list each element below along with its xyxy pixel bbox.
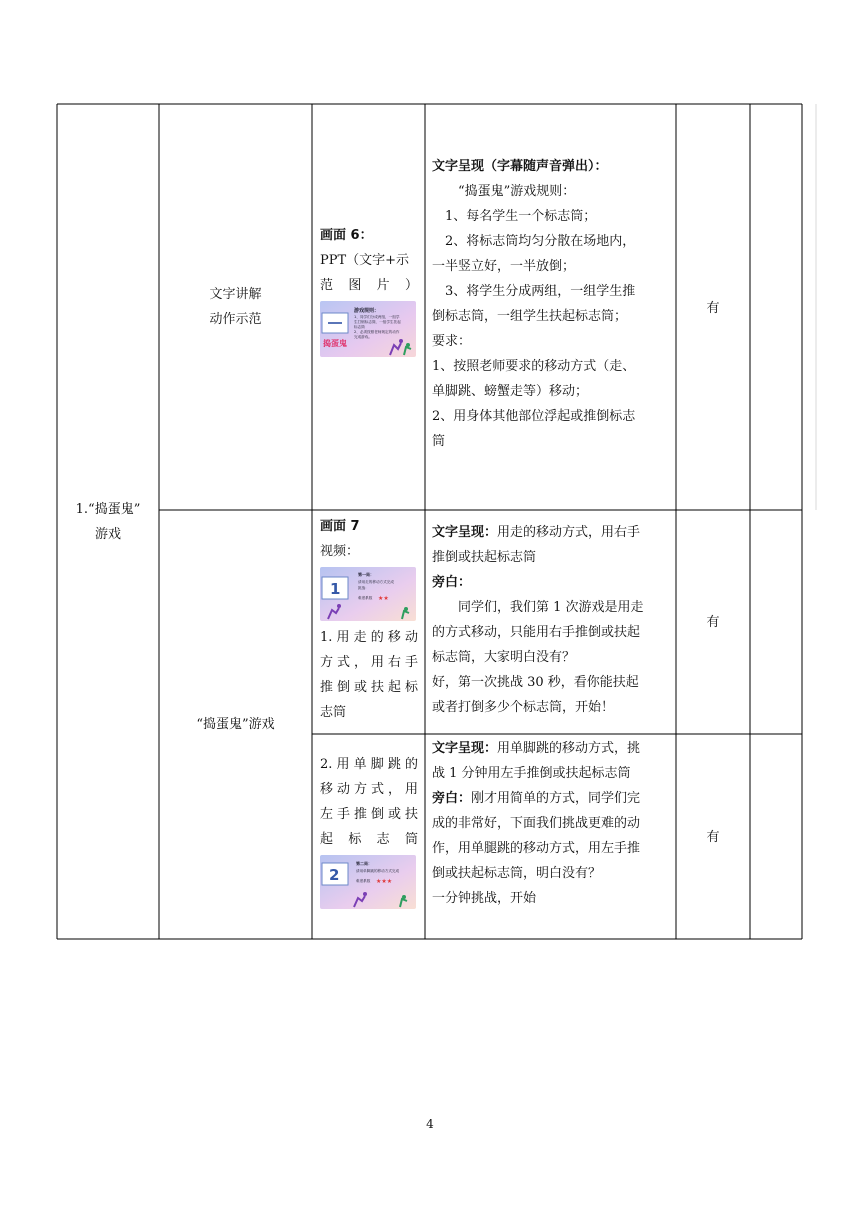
content7-caption-line: [432, 520, 672, 545]
scene7-cell: [320, 514, 418, 725]
content7-cell: [432, 520, 672, 720]
content8-narration-label: 旁白：: [432, 791, 472, 806]
scene8-thumb-number: 2: [329, 866, 340, 884]
content6-line: [432, 279, 672, 304]
scene6-desc-line2: 范 图 片 ）: [320, 278, 418, 293]
content8-line: 作，用单腿跳的移动方式，用左手推: [432, 841, 641, 856]
content6-text: “捣蛋鬼”游戏规则：: [458, 184, 576, 199]
scene6-thumb-caption: 捣蛋鬼: [323, 339, 347, 348]
content8-cell: [432, 736, 672, 911]
content8-line: 倒或扶起标志筒，明白没有？: [432, 866, 602, 881]
content6-line: 一半竖立好，一半放倒；: [432, 259, 576, 274]
content7-line: [432, 595, 672, 620]
scene8-desc-line: 起 标 志 筒: [320, 832, 418, 847]
scene6-thumb-line: 1、同学们分成两组，一组学: [354, 315, 400, 319]
scene6-thumb-line: 2、必须按照老师规定的动作: [354, 330, 400, 334]
content7-caption-text2: 推倒或扶起标志筒: [432, 550, 537, 565]
content8-caption-label: 文字呈现：: [432, 741, 498, 756]
scene7-thumb-number: 1: [330, 580, 341, 598]
scene8-thumbnail-art: [320, 855, 416, 909]
scene7-thumb-title: 第一局：: [358, 572, 374, 577]
content6-text: 1、每名学生一个标志筒；: [445, 209, 597, 224]
content8-line: 一分钟挑战，开始: [432, 891, 537, 906]
scene7-sub: 视频：: [320, 544, 360, 559]
stage1-line2: 动作示范: [209, 312, 262, 327]
scene8-thumb-stars-label: 难度系数: [356, 879, 371, 883]
scene7-desc-line: 1.用走的移动: [320, 630, 418, 645]
stage1-line1: 文字讲解: [209, 287, 262, 302]
scene7-desc-line: 志筒: [320, 705, 347, 720]
row-label-line2: 游戏: [94, 527, 121, 542]
content6-line: 要求：: [432, 334, 472, 349]
content7-caption-text: 用走的移动方式，用右手: [497, 525, 641, 540]
content8-line: 成的非常好，下面我们挑战更难的动: [432, 816, 641, 831]
content8-caption-line: [432, 736, 672, 761]
scene7-desc-line: 方式，用右手: [320, 655, 418, 670]
content7-line: 标志筒，大家明白没有？: [432, 650, 576, 665]
content7-text: 同学们，我们第 1 次游戏是用走: [458, 600, 644, 615]
page-number: 4: [426, 1117, 434, 1131]
scene6-desc-line1: PPT（文字+示: [320, 253, 410, 268]
content7-caption-label: 文字呈现：: [432, 525, 498, 540]
scene7-desc-line: 推倒或扶起标: [320, 680, 418, 695]
star-icon: ★★: [378, 595, 389, 602]
scene7-thumbnail: [320, 567, 416, 621]
scene6-thumb-heading: 游戏规则：: [354, 308, 380, 314]
content6-text: 2、将标志筒均匀分散在场地内，: [445, 234, 636, 249]
scene7-thumb-stars-label: 难度系数: [358, 596, 373, 600]
content6-heading: 文字呈现（字幕随声音弹出）：: [432, 159, 608, 174]
content6-line: 2、用身体其他部位浮起或推倒标志: [432, 409, 636, 424]
scene7-thumb-line2: 挑战：: [358, 586, 369, 590]
content8-narration-line: [432, 786, 672, 811]
scene8-thumb-line1: 请用单脚跳的移动方式完成: [356, 869, 400, 873]
scene8-cell: [320, 752, 418, 912]
stage2-label: “捣蛋鬼”游戏: [196, 717, 275, 732]
content6-line: 单脚跳、螃蟹走等）移动；: [432, 384, 589, 399]
content6-line: 筒: [432, 434, 446, 449]
content6-line: 1、按照老师要求的移动方式（走、: [432, 359, 636, 374]
scene8-desc-line: 2.用单脚跳的: [320, 757, 418, 772]
content6-line: [432, 179, 672, 204]
content8-caption-text: 用单脚跳的移动方式，挑: [497, 741, 641, 756]
content8-caption-text2: 战 1 分钟用左手推倒或扶起标志筒: [432, 766, 631, 781]
star-icon: ★★★: [376, 878, 393, 885]
scene7-thumb-line1: 请用走的移动方式完成: [358, 580, 394, 584]
scene8-desc-line: 左手推倒或扶: [320, 807, 418, 822]
scene6-thumb-line: 标志筒: [354, 325, 365, 329]
content8-narration-text: 刚才用简单的方式，同学们完: [471, 791, 641, 806]
scene8-thumb-title: 第二局：: [356, 861, 372, 866]
scene6-cell: [320, 223, 418, 360]
scene6-thumb-line: 完成游戏。: [354, 335, 372, 339]
scene8-desc-line: 移动方式，用: [320, 782, 418, 797]
scene7-title: 画面 7: [320, 519, 360, 534]
content6-line: 倒标志筒，一组学生扶起标志筒；: [432, 309, 628, 324]
row-label: [57, 497, 159, 547]
content7-narration-label: 旁白：: [432, 575, 472, 590]
scene6-thumbnail-art: [320, 301, 416, 357]
content7-line: 或者打倒多少个标志筒，开始！: [432, 700, 615, 715]
has-label-row2: 有: [706, 615, 720, 630]
content6-line: [432, 204, 672, 229]
content6-cell: [432, 154, 672, 454]
scene6-title: 画面 6：: [320, 228, 373, 243]
content7-line: 的方式移动，只能用右手推倒或扶起: [432, 625, 641, 640]
row-label-line1: 1.“捣蛋鬼”: [75, 502, 141, 517]
content6-line: [432, 229, 672, 254]
stage-explain-demo: [159, 282, 312, 332]
stage-game: [159, 712, 312, 737]
scene7-thumbnail-art: [320, 567, 416, 621]
scene8-thumbnail: [320, 855, 416, 909]
has-label-row3: 有: [706, 830, 720, 845]
scene6-thumb-line: 生打倒标志筒，一组学生扶起: [354, 320, 401, 324]
has-label-row1: 有: [706, 301, 720, 316]
content7-line: 好，第一次挑战 30 秒，看你能扶起: [432, 675, 639, 690]
content6-text: 3、将学生分成两组，一组学生推: [445, 284, 636, 299]
scene6-thumbnail: [320, 301, 416, 357]
